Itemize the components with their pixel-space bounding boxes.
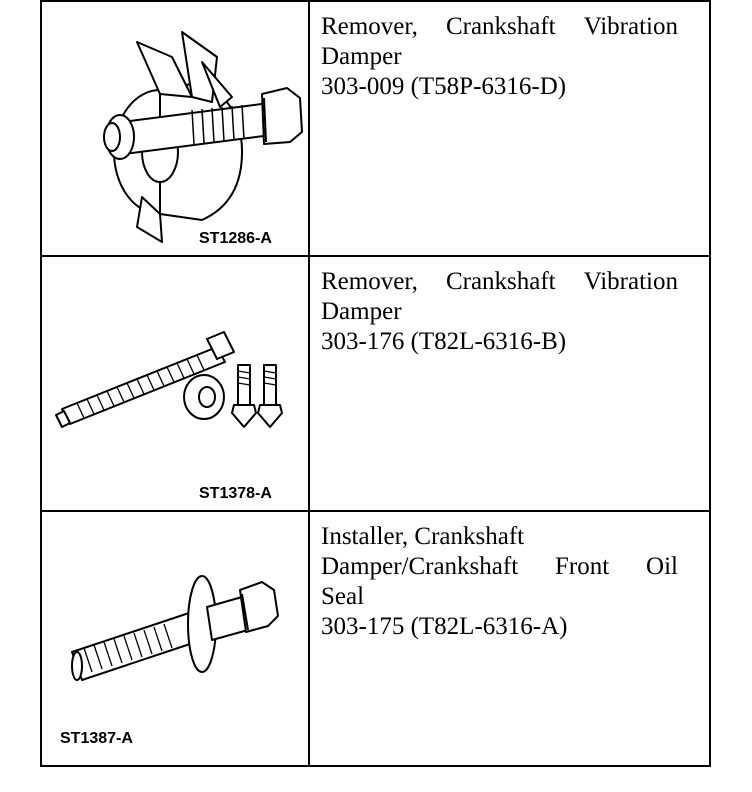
tool-illustration-cell [41,256,309,511]
tool-number: 303-176 (T82L-6316-B) [321,328,567,355]
figure-code: ST1378-A [199,485,272,502]
tool-number: 303-175 (T82L-6316-A) [321,613,568,640]
tool-name-line [321,267,678,297]
tool-name-line: Damper [321,43,402,70]
tool-illustration-cell [41,1,309,256]
tool-name-line [321,552,678,582]
tool-row [41,256,710,511]
tool-name-line: Seal [321,583,365,610]
tool-row [41,1,710,256]
figure-code: ST1286-A [199,230,272,247]
figure-code: ST1387-A [60,730,133,747]
forcing-screw-and-bolts-icon [42,257,308,512]
word: Damper/Crankshaft [321,553,519,580]
word: Remover, [321,13,418,40]
tool-name-line [321,12,678,42]
word: Vibration [583,268,678,295]
tool-row [41,511,710,766]
vibration-damper-remover-puller-icon [42,2,308,257]
tool-description-cell [309,256,710,511]
word: Vibration [583,13,678,40]
special-tools-table [40,0,711,767]
damper-seal-installer-icon [42,512,308,767]
tool-description-cell [309,511,710,766]
tool-illustration-cell [41,511,309,766]
word: Crankshaft [445,13,556,40]
tool-name-line: Installer, Crankshaft [321,523,525,550]
word: Crankshaft [445,268,556,295]
word: Front [555,553,610,580]
tool-description-cell [309,1,710,256]
word: Remover, [321,268,418,295]
tool-name-line: Damper [321,298,402,325]
tool-number: 303-009 (T58P-6316-D) [321,73,567,100]
word: Oil [646,553,678,580]
